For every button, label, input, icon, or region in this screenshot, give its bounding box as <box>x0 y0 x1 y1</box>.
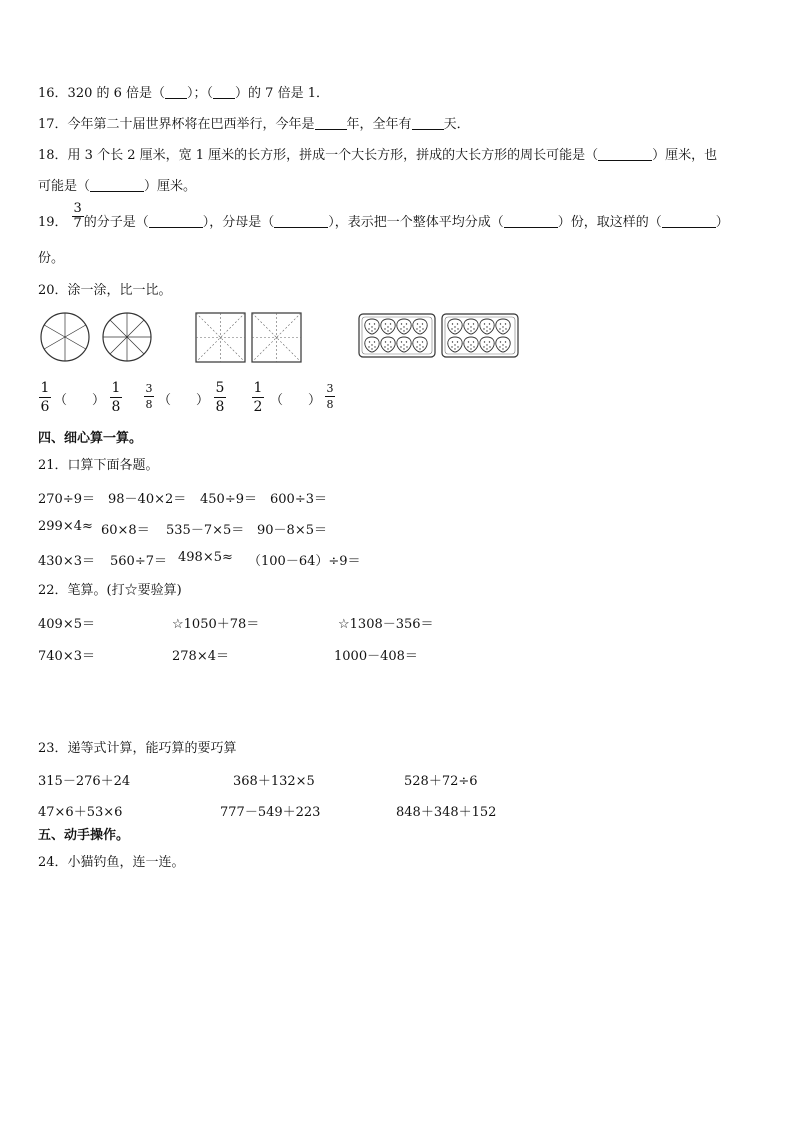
compare-blank[interactable] <box>286 389 306 405</box>
square-figures <box>195 312 305 364</box>
question-18-line1: 18．用 3 个长 2 厘米，宽 1 厘米的长方形，拼成一个大长方形，拼成的大长方形的周长可能是（ ）厘米，也 <box>38 148 718 163</box>
answer-blank[interactable] <box>149 213 203 228</box>
fraction-5-8: 5 8 <box>215 380 225 415</box>
question-22-title: 22．笔算。(打☆要验算) <box>38 583 182 598</box>
fraction-1-6: 1 6 <box>40 380 50 415</box>
compare-blank[interactable] <box>70 389 90 405</box>
circle-eighths[interactable] <box>103 313 151 361</box>
fraction-3-8: 3 8 <box>326 382 334 411</box>
question-24: 24．小猫钓鱼，连一连。 <box>38 855 185 870</box>
section-heading-5: 五、动手操作。 <box>38 828 130 843</box>
question-20-title: 20．涂一涂，比一比。 <box>38 283 172 298</box>
strawberry-box-1[interactable] <box>359 314 435 357</box>
answer-blank[interactable] <box>504 213 558 228</box>
answer-blank[interactable] <box>598 146 652 161</box>
answer-blank[interactable] <box>90 177 144 192</box>
fraction-1-2: 1 2 <box>253 380 263 415</box>
answer-blank[interactable] <box>274 213 328 228</box>
answer-blank[interactable] <box>315 115 347 130</box>
question-19-line2: 份。 <box>38 251 65 266</box>
answer-blank[interactable] <box>213 84 235 99</box>
question-21-title: 21．口算下面各题。 <box>38 458 159 473</box>
question-23-title: 23．递等式计算，能巧算的要巧算 <box>38 741 237 756</box>
answer-blank[interactable] <box>662 213 716 228</box>
compare-blank[interactable] <box>174 389 194 405</box>
fraction-3-8: 3 8 <box>145 382 153 411</box>
question-16: 16．320 的 6 倍是（ ）；（ ）的 7 倍是 1． <box>38 86 329 101</box>
strawberry-box-2[interactable] <box>442 314 518 357</box>
fraction-1-8: 1 8 <box>111 380 121 415</box>
answer-blank[interactable] <box>165 84 187 99</box>
question-19-line1: 19． $\frac{3}{7}$ 的分子是（ ），分母是（ ），表示把一个整体平均分成（ ）份，取这样的（ ） <box>38 201 729 231</box>
section-heading-4: 四、细心算一算。 <box>38 431 143 446</box>
question-18-line2: 可能是（ ）厘米。 <box>38 179 197 194</box>
strawberry-boxes <box>358 313 520 359</box>
question-17: 17．今年第二十届世界杯将在巴西举行，今年是 年，全年有 天． <box>38 117 470 132</box>
square-eighths-2[interactable] <box>252 313 301 362</box>
answer-blank[interactable] <box>412 115 444 130</box>
circle-figures <box>38 310 158 364</box>
circle-sixths[interactable] <box>41 313 89 361</box>
fraction: $\frac{3}{7}$ <box>73 201 82 231</box>
square-eighths-1[interactable] <box>196 313 245 362</box>
